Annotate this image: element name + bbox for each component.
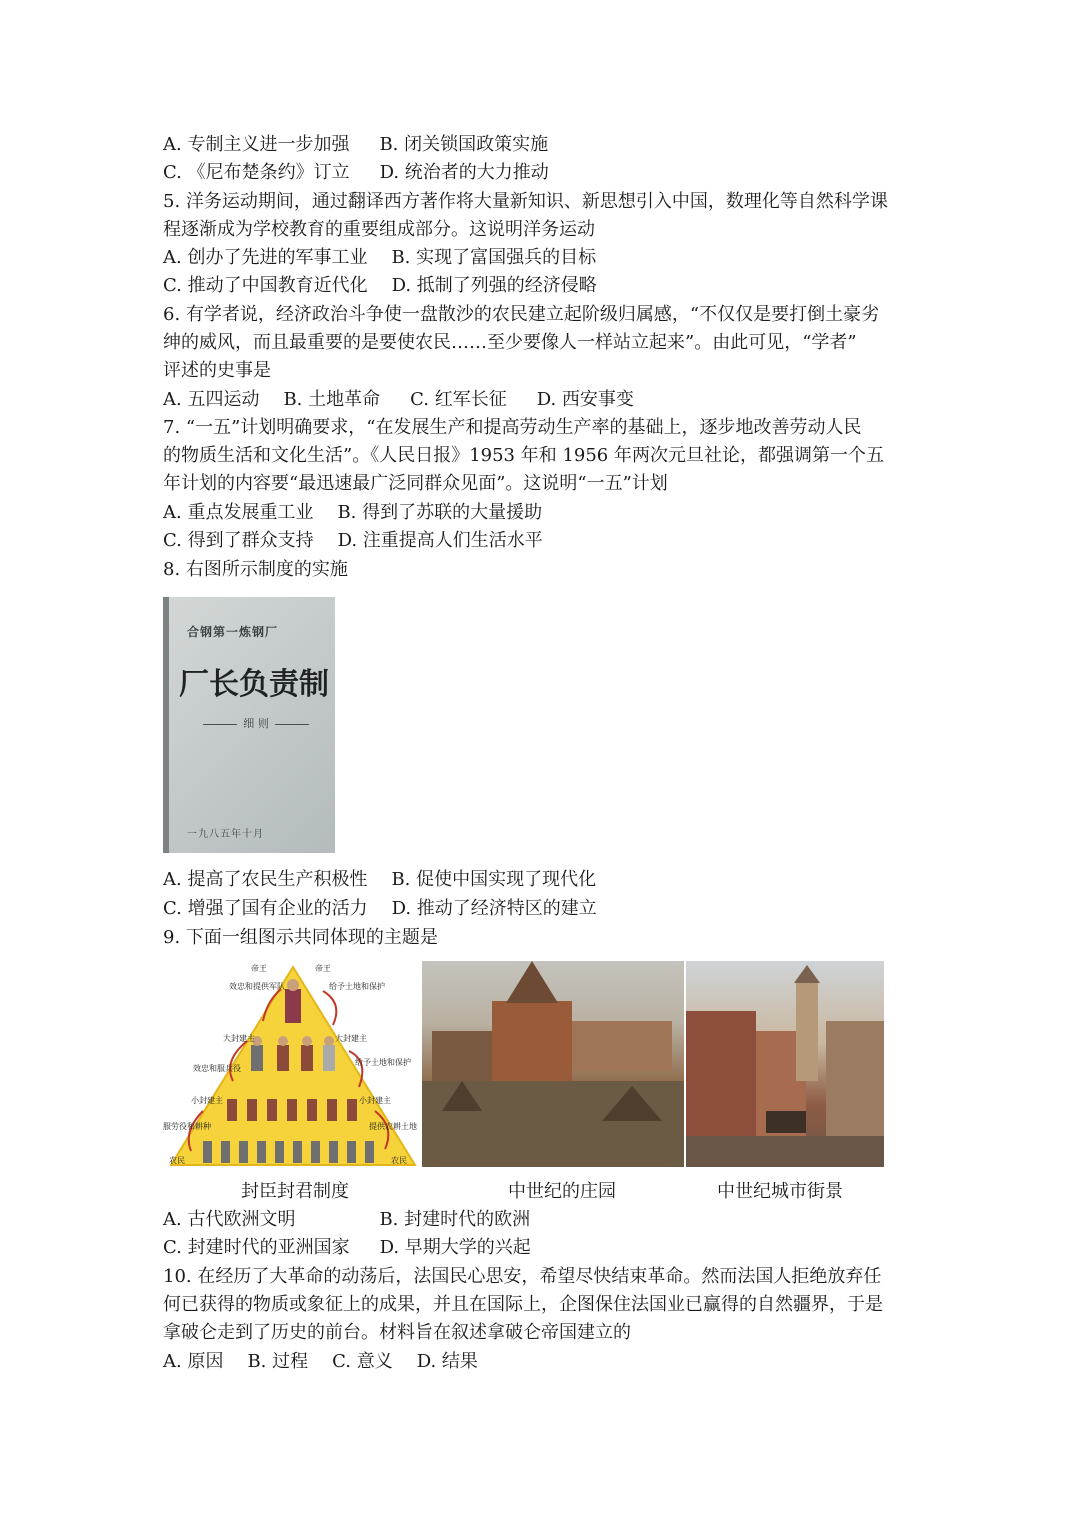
q8-option-a[interactable]: A. 提高了农民生产积极性 — [163, 869, 368, 890]
q5-option-a[interactable]: A. 创办了先进的军事工业 — [163, 247, 368, 268]
pyramid-label-left-top: 效忠和提供军队 — [229, 982, 285, 991]
q10-stem-line3: 拿破仑走到了历史的前台。材料旨在叙述拿破仑帝国建立的 — [163, 1322, 631, 1343]
pyramid-label-right-bottom: 提供农耕土地 — [369, 1122, 417, 1131]
q8-option-b[interactable]: B. 促使中国实现了现代化 — [391, 869, 597, 890]
q8-options-row2 — [163, 895, 923, 923]
q5-option-b[interactable]: B. 实现了富国强兵的目标 — [391, 247, 597, 268]
pyramid-label-small-lord-left: 小封建主 — [191, 1096, 223, 1105]
q6-option-d[interactable]: D. 西安事变 — [536, 389, 634, 410]
q7-stem-line1: 7. “一五”计划明确要求，“在发展生产和提高劳动生产率的基础上，逐步地改善劳动人民 — [163, 417, 862, 438]
q10-option-a[interactable]: A. 原因 — [163, 1351, 224, 1372]
pyramid-label-king: 帝王 — [251, 964, 267, 973]
q5-option-c[interactable]: C. 推动了中国教育近代化 — [163, 275, 368, 296]
pyramid-label-king-right: 帝王 — [315, 964, 331, 973]
q9-options-row2 — [163, 1234, 923, 1262]
q5-stem-line2: 程逐渐成为学校教育的重要组成部分。这说明洋务运动 — [163, 219, 595, 240]
medieval-manor-painting — [422, 961, 684, 1167]
q4-option-a[interactable]: A. 专制主义进一步加强 — [163, 134, 350, 155]
q10-stem-line2: 何已获得的物质或象征上的成果，并且在国际上，企图保住法国业已赢得的自然疆界，于是 — [163, 1294, 883, 1315]
pyramid-label-peasant-left: 农民 — [169, 1156, 185, 1165]
q4-option-d[interactable]: D. 统治者的大力推动 — [379, 162, 549, 183]
q7-option-c[interactable]: C. 得到了群众支持 — [163, 530, 314, 551]
king-figure — [285, 979, 301, 1023]
q10-option-c[interactable]: C. 意义 — [332, 1351, 393, 1372]
q9-option-c[interactable]: C. 封建时代的亚洲国家 — [163, 1237, 350, 1258]
caption-medieval-manor: 中世纪的庄园 — [508, 1181, 616, 1202]
q6-option-c[interactable]: C. 红军长征 — [410, 389, 507, 410]
q6-option-b[interactable]: B. 土地革命 — [283, 389, 381, 410]
q6-stem-line3: 评述的史事是 — [163, 360, 271, 381]
document-subtitle: 细 则 — [181, 715, 331, 731]
pyramid-label-right-mid: 给予土地和保护 — [355, 1058, 411, 1067]
q4-options-row2 — [163, 159, 923, 187]
pyramid-label-great-lord-left: 大封建主 — [223, 1034, 255, 1043]
caption-medieval-city: 中世纪城市街景 — [717, 1181, 843, 1202]
q10-stem-line1: 10. 在经历了大革命的动荡后，法国民心思安，希望尽快结束革命。然而法国人拒绝放弃任 — [163, 1266, 882, 1287]
q7-options-row1 — [163, 499, 923, 527]
q4-option-c[interactable]: C. 《尼布楚条约》订立 — [163, 162, 350, 183]
q7-option-b[interactable]: B. 得到了苏联的大量援助 — [337, 502, 543, 523]
q9-option-d[interactable]: D. 早期大学的兴起 — [379, 1237, 531, 1258]
q9-options-row1 — [163, 1206, 923, 1234]
q9-option-b[interactable]: B. 封建时代的欧洲 — [379, 1209, 531, 1230]
q5-option-d[interactable]: D. 抵制了列强的经济侵略 — [391, 275, 597, 296]
q10-option-d[interactable]: D. 结果 — [416, 1351, 478, 1372]
q10-options — [163, 1348, 923, 1376]
pyramid-label-great-lord-right: 大封建主 — [335, 1034, 367, 1043]
q8-option-d[interactable]: D. 推动了经济特区的建立 — [391, 898, 597, 919]
q5-options-row2 — [163, 272, 923, 300]
q7-stem-line2: 的物质生活和文化生活”。《人民日报》1953 年和 1956 年两次元旦社论，都强调第一个五 — [163, 445, 884, 466]
feudal-pyramid-diagram — [163, 961, 418, 1167]
q9-option-a[interactable]: A. 古代欧洲文明 — [163, 1209, 296, 1230]
q8-option-c[interactable]: C. 增强了国有企业的活力 — [163, 898, 368, 919]
pyramid-label-left-mid: 效忠和服兵役 — [193, 1064, 241, 1073]
q7-stem-line3: 年计划的内容要“最迅速最广泛同群众见面”。这说明“一五”计划 — [163, 473, 668, 494]
q7-options-row2 — [163, 527, 923, 555]
medieval-city-street-painting — [686, 961, 884, 1167]
q6-stem-line1: 6. 有学者说，经济政治斗争使一盘散沙的农民建立起阶级归属感，“不仅仅是要打倒土豪劣 — [163, 304, 880, 325]
q7-option-d[interactable]: D. 注重提高人们生活水平 — [337, 530, 543, 551]
q6-options — [163, 386, 923, 414]
document-date: 一九八五年十月 — [187, 829, 264, 840]
q4-options-row1 — [163, 131, 923, 159]
q7-option-a[interactable]: A. 重点发展重工业 — [163, 502, 314, 523]
document-title: 厂长负责制 — [179, 667, 329, 702]
q4-option-b[interactable]: B. 闭关锁国政策实施 — [379, 134, 549, 155]
pyramid-label-left-bottom: 服劳役和耕种 — [163, 1122, 211, 1131]
caption-feudal-system: 封臣封君制度 — [241, 1181, 349, 1202]
q8-stem: 8. 右图所示制度的实施 — [163, 559, 348, 580]
q6-option-a[interactable]: A. 五四运动 — [163, 389, 260, 410]
q10-option-b[interactable]: B. 过程 — [247, 1351, 309, 1372]
document-publisher: 合钢第一炼钢厂 — [187, 625, 279, 639]
pyramid-label-small-lord-right: 小封建主 — [359, 1096, 391, 1105]
q5-options-row1 — [163, 244, 923, 272]
q8-options-row1 — [163, 866, 923, 894]
q6-stem-line2: 绅的威风，而且最重要的是要使农民……至少要像人一样站立起来”。由此可见，“学者” — [163, 332, 857, 353]
q9-stem: 9. 下面一组图示共同体现的主题是 — [163, 927, 438, 948]
q5-stem-line1: 5. 洋务运动期间，通过翻译西方著作将大量新知识、新思想引入中国，数理化等自然科学课 — [163, 191, 888, 212]
pyramid-label-peasant-right: 农民 — [391, 1156, 407, 1165]
pyramid-label-right-top: 给予土地和保护 — [329, 982, 385, 991]
factory-director-system-document-photo — [163, 597, 335, 853]
